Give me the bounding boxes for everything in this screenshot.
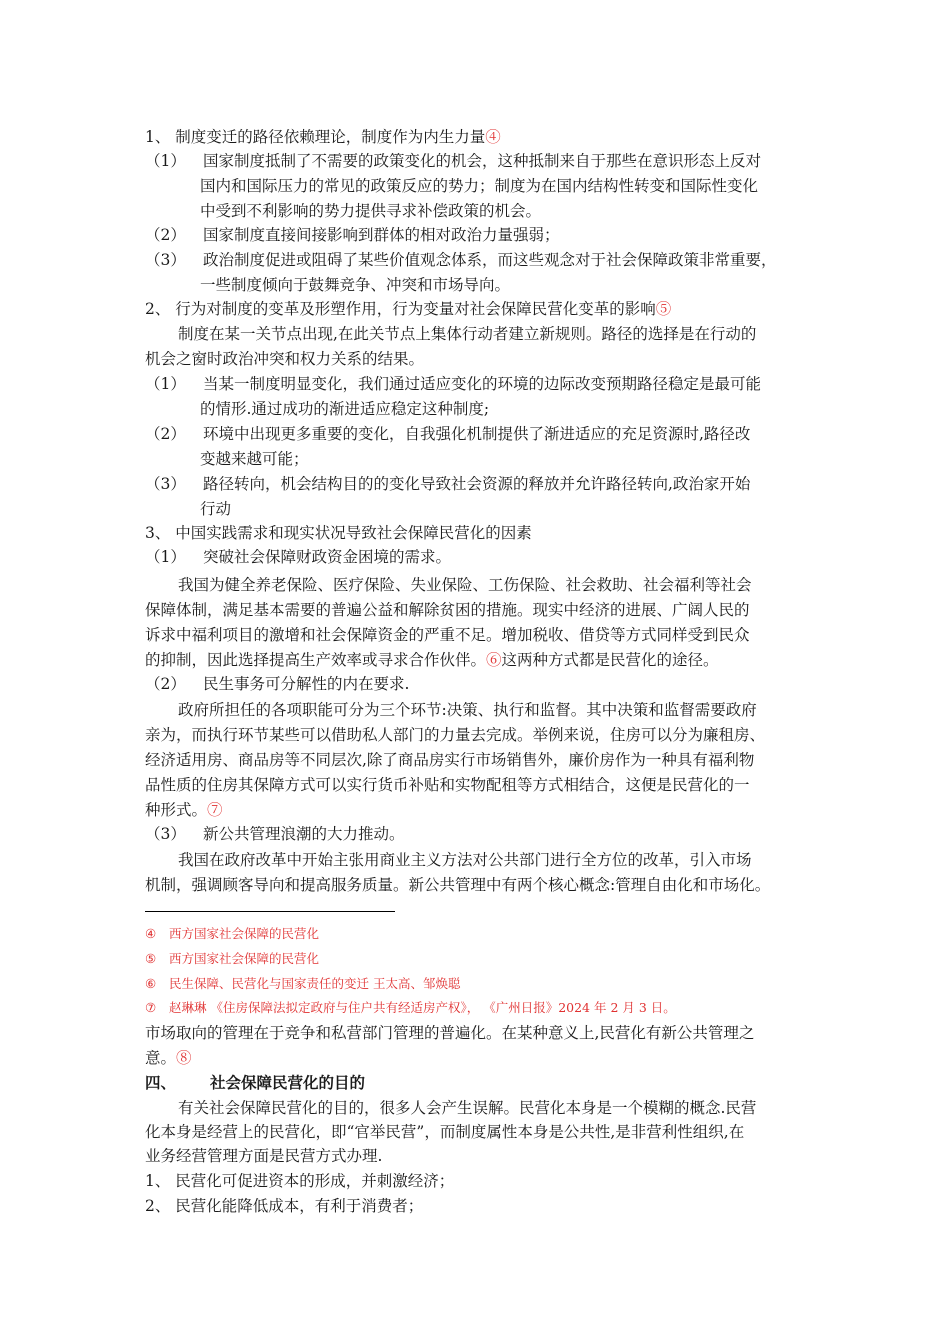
- s2-item-3: （3） 路径转向，机会结构目的的变化导致社会资源的释放并允许路径转向,政治家开始: [145, 475, 751, 493]
- s3-item-2-line-4: 品性质的住房其保障方式可以实行货币补贴和实物配租等方式相结合，这便是民营化的一: [145, 776, 750, 794]
- section-2-heading: 2、 行为对制度的变革及形塑作用，行为变量对社会保障民营化变革的影响⑤: [145, 300, 672, 318]
- s3-item-3-title: （3） 新公共管理浪潮的大力推动。: [145, 825, 405, 843]
- footnote-5: ⑤ 西方国家社会保障的民营化: [145, 951, 320, 966]
- s1-item-2: （2） 国家制度直接间接影响到群体的相对政治力量强弱；: [145, 226, 560, 244]
- s4-list-item-1: 1、 民营化可促进资本的形成，并刺激经济；: [145, 1172, 455, 1190]
- s1-item-1-line-3: 中受到不利影响的势力提供寻求补偿政策的机会。: [200, 202, 542, 220]
- s4-line-1: 有关社会保障民营化的目的，很多人会产生误解。民营化本身是一个模糊的概念.民营: [178, 1099, 757, 1117]
- section-1-heading: 1、 制度变迁的路径依赖理论，制度作为内生力量④: [145, 128, 501, 146]
- s4-line-3: 业务经营管理方面是民营方式办理.: [145, 1147, 383, 1165]
- s1-item-3: （3） 政治制度促进或阻碍了某些价值观念体系，而这些观念对于社会保障政策非常重要，: [145, 251, 777, 269]
- s1-item-3-line-2: 一些制度倾向于鼓舞竞争、冲突和市场导向。: [200, 276, 511, 294]
- s2-intro-line-2: 机会之窗时政治冲突和权力关系的结果。: [145, 350, 425, 368]
- footnote-7: ⑦ 赵琳琳 《住房保障法拟定政府与住户共有经适房产权》， 《广州日报》2024 年 2 月 3 日。: [145, 1000, 676, 1015]
- footnote-4: ④ 西方国家社会保障的民营化: [145, 926, 320, 941]
- footnote-6: ⑥ 民生保障、民营化与国家责任的变迁 王太高、邹焕聪: [145, 976, 461, 991]
- s2-item-2: （2） 环境中出现更多重要的变化，自我强化机制提供了渐进适应的充足资源时,路径改: [145, 425, 751, 443]
- footnote-ref-7[interactable]: ⑦: [207, 801, 223, 819]
- s3-item-1-line-4: 的抑制，因此选择提高生产效率或寻求合作伙伴。⑥这两种方式都是民营化的途径。: [145, 651, 719, 669]
- s3-item-2-title: （2） 民生事务可分解性的内在要求.: [145, 675, 410, 693]
- s2-item-1-line-2: 的情形.通过成功的渐进适应稳定这种制度;: [200, 400, 490, 418]
- s3-item-2-line-2: 亲为，而执行环节某些可以借助私人部门的力量去完成。举例来说，住房可以分为廉租房、: [145, 726, 766, 744]
- s4-line-2: 化本身是经营上的民营化，即“官举民营”，而制度属性本身是公共性,是非营利性组织,在: [145, 1123, 745, 1141]
- s3-item-1-line-2: 保障体制，满足基本需要的普遍公益和解除贫困的措施。现实中经济的进展、广阔人民的: [145, 601, 750, 619]
- section-3-heading: 3、 中国实践需求和现实状况导致社会保障民营化的因素: [145, 524, 532, 542]
- s3-item-3-line-2: 机制，强调顾客导向和提高服务质量。新公共管理中有两个核心概念:管理自由化和市场化。: [145, 876, 771, 894]
- section-4-heading: 四、 社会保障民营化的目的: [145, 1073, 366, 1092]
- s1-item-1-line-2: 国内和国际压力的常见的政策反应的势力；制度为在国内结构性转变和国际性变化: [200, 177, 759, 195]
- continuation-line-1: 市场取向的管理在于竞争和私营部门管理的普遍化。在某种意义上,民营化有新公共管理之: [145, 1024, 755, 1042]
- s3-item-1-title: （1） 突破社会保障财政资金困境的需求。: [145, 548, 452, 566]
- s1-item-1: （1） 国家制度抵制了不需要的政策变化的机会，这种抵制来自于那些在意识形态上反对: [145, 152, 762, 170]
- s2-item-2-line-2: 变越来越可能；: [200, 450, 309, 468]
- s2-item-3-line-2: 行动: [200, 500, 232, 518]
- s4-list-item-2: 2、 民营化能降低成本，有利于消费者；: [145, 1197, 424, 1215]
- footnote-separator: [145, 911, 395, 912]
- s2-intro-line-1: 制度在某一关节点出现,在此关节点上集体行动者建立新规则。路径的选择是在行动的: [178, 325, 757, 343]
- continuation-line-2: 意。⑧: [145, 1049, 192, 1067]
- footnote-ref-6[interactable]: ⑥: [486, 651, 502, 669]
- footnote-ref-8[interactable]: ⑧: [176, 1049, 192, 1067]
- footnote-ref-4[interactable]: ④: [485, 128, 501, 146]
- s2-item-1: （1） 当某一制度明显变化，我们通过适应变化的环境的边际改变预期路径稳定是最可能: [145, 375, 762, 393]
- s3-item-2-line-1: 政府所担任的各项职能可分为三个环节:决策、执行和监督。其中决策和监督需要政府: [178, 701, 757, 719]
- s3-item-1-line-3: 诉求中福利项目的激增和社会保障资金的严重不足。增加税收、借贷等方式同样受到民众: [145, 626, 750, 644]
- s3-item-2-line-5: 种形式。⑦: [145, 801, 223, 819]
- s3-item-2-line-3: 经济适用房、商品房等不同层次,除了商品房实行市场销售外，廉价房作为一种具有福利物: [145, 751, 755, 769]
- s3-item-3-line-1: 我国在政府改革中开始主张用商业主义方法对公共部门进行全方位的改革，引入市场: [178, 851, 752, 869]
- s3-item-1-line-1: 我国为健全养老保险、医疗保险、失业保险、工伤保险、社会救助、社会福利等社会: [178, 576, 752, 594]
- footnote-ref-5[interactable]: ⑤: [655, 300, 672, 318]
